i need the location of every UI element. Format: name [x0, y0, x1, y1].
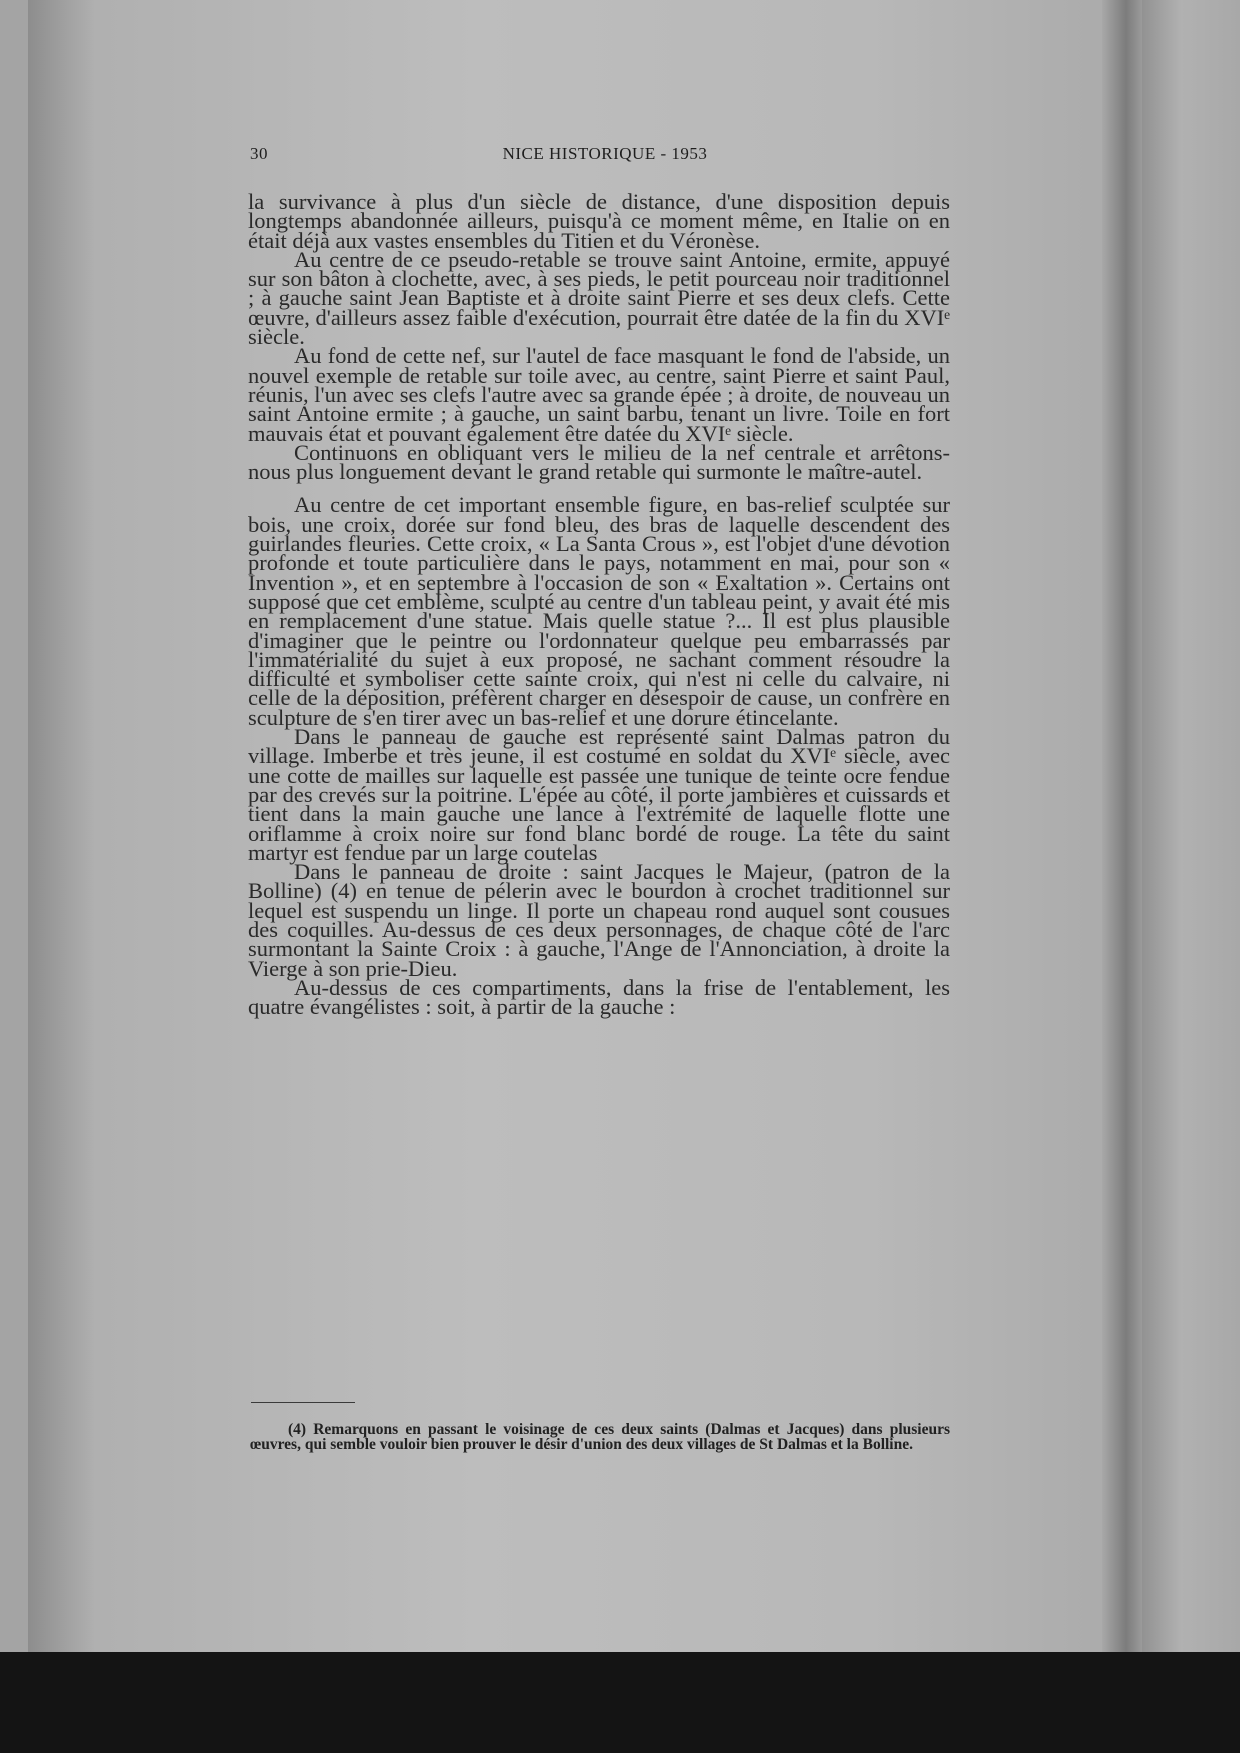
footnote-rule	[251, 1402, 355, 1403]
paragraph: Au-dessus de ces compartiments, dans la frise de l'entablement, les quatre évangélistes : soit, à partir de la gauche :	[248, 974, 950, 1020]
footnote: (4) Remarquons en passant le voisinage de ces deux saints (Dalmas et Jacques) dans plusieurs œuvres, qui semble vouloir bien prouver le désir d'union des deux villages de St Dalmas et la Bolline.	[250, 1421, 950, 1454]
scanner-bed-shadow	[0, 1652, 1240, 1753]
paragraph: Au fond de cette nef, sur l'autel de face masquant le fond de l'abside, un nouvel exemple de retable sur toile avec, au centre, saint Pierre et saint Paul, réunis, l'un avec ses clefs l'autre avec sa grande épée ; à droite, de nouveau un saint Antoine ermite ; à gauche, un saint barbu, tenant un livre. Toile en fort mauvais état et pouvant également être datée du XVIᵉ siècle.	[248, 343, 950, 446]
body-text	[248, 189, 950, 1020]
running-header	[250, 144, 960, 168]
page-number: 30	[250, 144, 268, 163]
adjacent-page-edge	[1142, 0, 1240, 1652]
paragraph: Dans le panneau de gauche est représenté saint Dalmas patron du village. Imberbe et très jeune, il est costumé en soldat du XVIᵉ siècle, avec une cotte de mailles sur laquelle est passée une tunique de teinte ocre fendue par des crevés sur la poitrine. L'épée au côté, il porte jambières et cuissards et tient dans la main gauche une lance à l'extrémité de laquelle flotte une oriflamme à croix noire sur fond blanc bordé de rouge. La tête du saint martyr est fendue par un large coutelas	[248, 724, 950, 865]
page-fold-shadow	[1102, 0, 1142, 1652]
paragraph: Dans le panneau de droite : saint Jacques le Majeur, (patron de la Bolline) (4) en tenue de pélerin avec le bourdon à crochet traditionnel sur lequel est suspendu un linge. Il porte un chapeau rond auquel sont cousues des coquilles. Au-dessus de ces deux personnages, de chaque côté de l'arc surmontant la Sainte Croix : à gauche, l'Ange de l'Annonciation, à droite la Vierge à son prie-Dieu.	[248, 859, 950, 981]
paragraph: Continuons en obliquant vers le milieu de la nef centrale et arrêtons-nous plus longuement devant le grand retable qui surmonte le maître-autel.	[248, 439, 950, 485]
header-title: NICE HISTORIQUE - 1953	[502, 144, 708, 163]
paragraph: Au centre de cet important ensemble figure, en bas-relief sculptée sur bois, une croix, dorée sur fond bleu, des bras de laquelle descendent des guirlandes fleuries. Cette croix, « La Santa Crous », est l'objet d'une dévotion profonde et toute particulière dans le pays, notamment en mai, pour son « Invention », et en septembre à l'occasion de son « Exaltation ». Certains ont supposé que cet emblème, sculpté au centre d'un tableau peint, y avait été mis en remplacement d'une statue. Mais quelle statue ?... Il est plus plausible d'imaginer que le peintre ou l'ordonnateur quelque peu embarrassés par l'immatérialité du sujet à eux proposé, ne sachant comment résoudre la difficulté et symboliser cette sainte croix, qui n'est ni celle du calvaire, ni celle de la déposition, préfèrent charger en désespoir de cause, un confrère en sculpture de s'en tirer avec un bas-relief et une dorure étincelante.	[248, 492, 950, 730]
paragraph: la survivance à plus d'un siècle de distance, d'une disposition depuis longtemps abandonnée ailleurs, puisqu'à ce moment même, en Italie on en était déjà aux vastes ensembles du Titien et du Véronèse.	[248, 189, 950, 253]
paragraph: Au centre de ce pseudo-retable se trouve saint Antoine, ermite, appuyé sur son bâton à clochette, avec, à ses pieds, le petit pourceau noir traditionnel ; à gauche saint Jean Baptiste et à droite saint Pierre et ses deux clefs. Cette œuvre, d'ailleurs assez faible d'exécution, pourrait être datée de la fin du XVIᵉ siècle.	[248, 246, 950, 350]
